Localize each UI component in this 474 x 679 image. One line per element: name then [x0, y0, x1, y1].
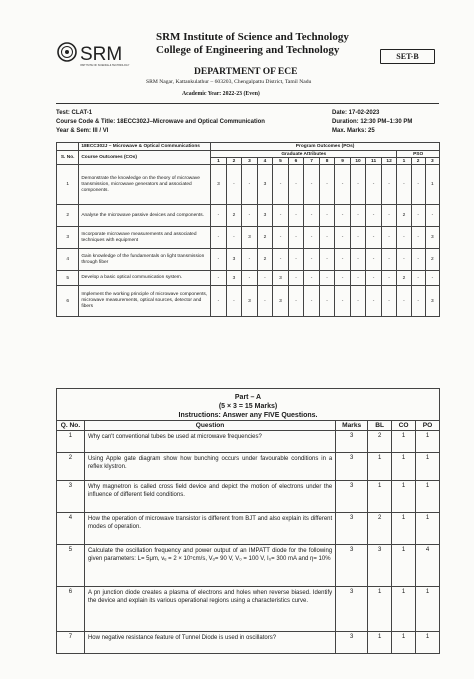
pso-value: -	[411, 286, 425, 317]
po-value: -	[273, 227, 289, 249]
co-sno: 3	[57, 227, 79, 249]
pso-value: 1	[425, 165, 439, 205]
question-number: 6	[57, 587, 85, 632]
co-header: Course Outcomes (COs)	[79, 151, 211, 165]
set-badge: SET-B	[380, 49, 435, 64]
question-row	[57, 453, 440, 481]
question-text: Calculate the oscillation frequency and power output of an IMPATT diode for the following given parameters: L= 5μm, vₑ = 2 × 10⁵cm/s, Vₒ= 90 V, V₀ = 100 V, I₀= 300 mA and η= 10%	[84, 545, 335, 587]
po-value: 3	[273, 271, 289, 286]
po-value: -	[350, 271, 366, 286]
po-value: -	[319, 205, 335, 227]
question-po: 4	[416, 545, 440, 587]
pso-value: -	[425, 271, 439, 286]
question-bl: 3	[368, 545, 392, 587]
po-value: -	[273, 249, 289, 271]
po-value: -	[288, 165, 304, 205]
po-value: -	[335, 249, 351, 271]
pso-value: -	[411, 205, 425, 227]
co-description: Gain knowledge of the fundamentals on light transmission through fiber	[79, 249, 211, 271]
part-a-instructions: Instructions: Answer any FIVE Questions.	[178, 412, 318, 419]
question-text: Using Apple gate diagram show how bunching occurs under favourable conditions in a reflex klystron.	[84, 453, 335, 481]
question-text: Why can't conventional tubes be used at microwave frequencies?	[84, 431, 335, 453]
po-value: -	[350, 205, 366, 227]
co-row	[57, 271, 440, 286]
part-a-header	[56, 388, 440, 420]
institute-name: SRM Institute of Science and Technology	[156, 31, 349, 43]
po-number: 7	[304, 158, 320, 165]
question-number: 1	[57, 431, 85, 453]
po-value: -	[350, 249, 366, 271]
question-row	[57, 632, 440, 654]
question-number: 3	[57, 481, 85, 513]
question-marks: 3	[336, 431, 368, 453]
po-value: -	[319, 227, 335, 249]
part-a-title: Part – A	[234, 394, 262, 401]
po-value: 2	[257, 227, 273, 249]
po-value: -	[242, 249, 258, 271]
po-value: -	[319, 286, 335, 317]
po-number: 4	[257, 158, 273, 165]
po-value: -	[304, 271, 320, 286]
question-number: 2	[57, 453, 85, 481]
po-value: -	[350, 165, 366, 205]
co-sno: 4	[57, 249, 79, 271]
po-value: -	[273, 205, 289, 227]
po-value: -	[335, 165, 351, 205]
logo-subtext: INSTITUTE OF SCIENCE & TECHNOLOGY	[80, 64, 130, 67]
po-value: 3	[226, 249, 242, 271]
year-sem: Year & Sem: III / VI	[56, 128, 109, 134]
co-header: CO	[392, 421, 416, 431]
pso-value: 3	[425, 286, 439, 317]
po-value: 3	[242, 286, 258, 317]
question-text: How the operation of microwave transistor is different from BJT and also explain its different modes of operation.	[84, 513, 335, 545]
co-row	[57, 286, 440, 317]
po-value: -	[335, 227, 351, 249]
po-value: -	[226, 286, 242, 317]
question-co: 1	[392, 481, 416, 513]
qno-header: Q. No.	[57, 421, 85, 431]
question-co: 1	[392, 545, 416, 587]
po-value: -	[319, 165, 335, 205]
po-number: 8	[319, 158, 335, 165]
po-number: 12	[381, 158, 397, 165]
co-description: Demonstrate the knowledge on the theory of microwave transmission, microwave generators and associated components.	[79, 165, 211, 205]
question-po: 1	[416, 587, 440, 632]
pso-label: PSO	[397, 151, 440, 158]
co-row	[57, 227, 440, 249]
pso-value: 3	[425, 227, 439, 249]
question-marks: 3	[336, 587, 368, 632]
co-description: Develop a basic optical communication system.	[79, 271, 211, 286]
po-value: -	[226, 227, 242, 249]
po-header: PO	[416, 421, 440, 431]
co-row	[57, 205, 440, 227]
department-title: DEPARTMENT OF ECE	[194, 67, 298, 77]
pso-value: -	[397, 286, 411, 317]
pso-value: -	[397, 165, 411, 205]
question-row	[57, 513, 440, 545]
question-text: How negative resistance feature of Tunnel Diode is used in oscillators?	[84, 632, 335, 654]
co-sno: 5	[57, 271, 79, 286]
po-value: -	[211, 227, 227, 249]
sno-header: S. No.	[57, 151, 79, 165]
po-value: -	[288, 249, 304, 271]
pso-value: 2	[397, 271, 411, 286]
question-po: 1	[416, 513, 440, 545]
po-value: -	[381, 165, 397, 205]
pso-value: -	[397, 249, 411, 271]
po-value: -	[288, 286, 304, 317]
po-value: 3	[211, 165, 227, 205]
po-value: -	[304, 205, 320, 227]
question-row	[57, 431, 440, 453]
question-po: 1	[416, 632, 440, 654]
co-description: Incorporate microwave measurements and associated techniques with equipment	[79, 227, 211, 249]
question-marks: 3	[336, 545, 368, 587]
po-value: -	[288, 205, 304, 227]
po-value: -	[381, 271, 397, 286]
pso-value: -	[411, 271, 425, 286]
questions-table	[56, 420, 440, 654]
po-value: -	[211, 286, 227, 317]
question-co: 1	[392, 431, 416, 453]
question-co: 1	[392, 587, 416, 632]
po-value: -	[304, 227, 320, 249]
po-value: -	[319, 249, 335, 271]
po-value: -	[366, 271, 382, 286]
po-value: 3	[226, 271, 242, 286]
question-co: 1	[392, 632, 416, 654]
po-value: -	[257, 286, 273, 317]
question-row	[57, 545, 440, 587]
co-sno: 2	[57, 205, 79, 227]
test-name: Test: CLAT-1	[56, 110, 93, 116]
co-table-course-label: 18ECC302J – Microwave & Optical Communications	[79, 143, 211, 151]
po-value: 3	[273, 286, 289, 317]
po-value: -	[242, 165, 258, 205]
question-number: 5	[57, 545, 85, 587]
divider	[56, 103, 439, 104]
question-number: 7	[57, 632, 85, 654]
po-value: -	[242, 271, 258, 286]
max-marks: Max. Marks: 25	[332, 128, 375, 134]
pso-value: -	[425, 205, 439, 227]
po-value: -	[242, 205, 258, 227]
question-header: Question	[84, 421, 335, 431]
course-title: Course Code & Title: 18ECC302J–Microwave and Optical Communication	[56, 119, 265, 125]
co-description: Implement the working principle of microwave components, microwave measurements, optical sources, detector and fibers	[79, 286, 211, 317]
pso-value: 2	[397, 205, 411, 227]
po-value: 3	[257, 165, 273, 205]
po-value: -	[335, 286, 351, 317]
question-po: 1	[416, 431, 440, 453]
po-label: Program Outcomes (POs)	[211, 143, 440, 151]
po-value: -	[257, 271, 273, 286]
ga-label: Graduate Attributes	[211, 151, 397, 158]
po-value: -	[211, 271, 227, 286]
po-value: -	[335, 271, 351, 286]
exam-date: Date: 17-02-2023	[332, 110, 380, 116]
po-value: -	[304, 286, 320, 317]
question-bl: 1	[368, 481, 392, 513]
svg-text:SRM: SRM	[80, 44, 123, 65]
po-value: -	[335, 205, 351, 227]
po-number: 2	[226, 158, 242, 165]
po-value: -	[366, 227, 382, 249]
po-value: -	[366, 286, 382, 317]
po-value: -	[288, 227, 304, 249]
po-value: -	[381, 286, 397, 317]
co-description: Analyse the microwave passive devices and components.	[79, 205, 211, 227]
co-sno: 6	[57, 286, 79, 317]
question-marks: 3	[336, 513, 368, 545]
po-value: -	[366, 165, 382, 205]
question-bl: 2	[368, 513, 392, 545]
question-co: 1	[392, 513, 416, 545]
pso-value: -	[397, 227, 411, 249]
po-value: -	[304, 165, 320, 205]
po-value: 3	[242, 227, 258, 249]
question-row	[57, 587, 440, 632]
marks-header: Marks	[336, 421, 368, 431]
question-row	[57, 481, 440, 513]
question-marks: 3	[336, 481, 368, 513]
question-po: 1	[416, 453, 440, 481]
co-sno: 1	[57, 165, 79, 205]
exam-duration: Duration: 12:30 PM–1:30 PM	[332, 119, 413, 125]
po-value: -	[381, 227, 397, 249]
po-number: 6	[288, 158, 304, 165]
question-bl: 1	[368, 632, 392, 654]
question-marks: 3	[336, 632, 368, 654]
question-bl: 2	[368, 431, 392, 453]
po-value: -	[304, 249, 320, 271]
po-value: -	[273, 165, 289, 205]
pso-number: 1	[397, 158, 411, 165]
academic-year: Academic Year: 2022-23 (Even)	[182, 91, 260, 97]
po-number: 9	[335, 158, 351, 165]
po-value: -	[211, 205, 227, 227]
po-value: -	[319, 271, 335, 286]
co-row	[57, 165, 440, 205]
po-value: -	[350, 227, 366, 249]
po-value: -	[226, 165, 242, 205]
question-bl: 1	[368, 587, 392, 632]
question-marks: 3	[336, 453, 368, 481]
co-row	[57, 249, 440, 271]
pso-number: 3	[425, 158, 439, 165]
question-co: 1	[392, 453, 416, 481]
pso-value: -	[411, 249, 425, 271]
part-a-marks: (5 × 3 = 15 Marks)	[218, 403, 278, 410]
po-value: -	[381, 205, 397, 227]
pso-number: 2	[411, 158, 425, 165]
question-text: Why magnetron is called cross field device and depict the motion of electrons under the influence of different field conditions.	[84, 481, 335, 513]
po-number: 5	[273, 158, 289, 165]
co-po-table	[56, 142, 440, 317]
question-text: A pn junction diode creates a plasma of electrons and holes when reverse biased. Identify the device and explain its various operational regions using a characteristics curve.	[84, 587, 335, 632]
po-value: 2	[226, 205, 242, 227]
po-value: -	[366, 249, 382, 271]
question-number: 4	[57, 513, 85, 545]
po-number: 11	[366, 158, 382, 165]
pso-value: -	[411, 165, 425, 205]
po-value: 3	[257, 205, 273, 227]
bl-header: BL	[368, 421, 392, 431]
po-value: -	[381, 249, 397, 271]
pso-value: -	[411, 227, 425, 249]
address: SRM Nagar, Kattankulathur – 603203, Chengalpattu District, Tamil Nadu	[146, 79, 312, 85]
po-value: -	[366, 205, 382, 227]
po-value: 2	[257, 249, 273, 271]
po-value: -	[350, 286, 366, 317]
po-value: -	[211, 249, 227, 271]
question-po: 1	[416, 481, 440, 513]
po-number: 1	[211, 158, 227, 165]
question-bl: 1	[368, 453, 392, 481]
pso-value: 2	[425, 249, 439, 271]
po-number: 3	[242, 158, 258, 165]
college-name: College of Engineering and Technology	[156, 44, 340, 56]
po-number: 10	[350, 158, 366, 165]
po-value: -	[288, 271, 304, 286]
